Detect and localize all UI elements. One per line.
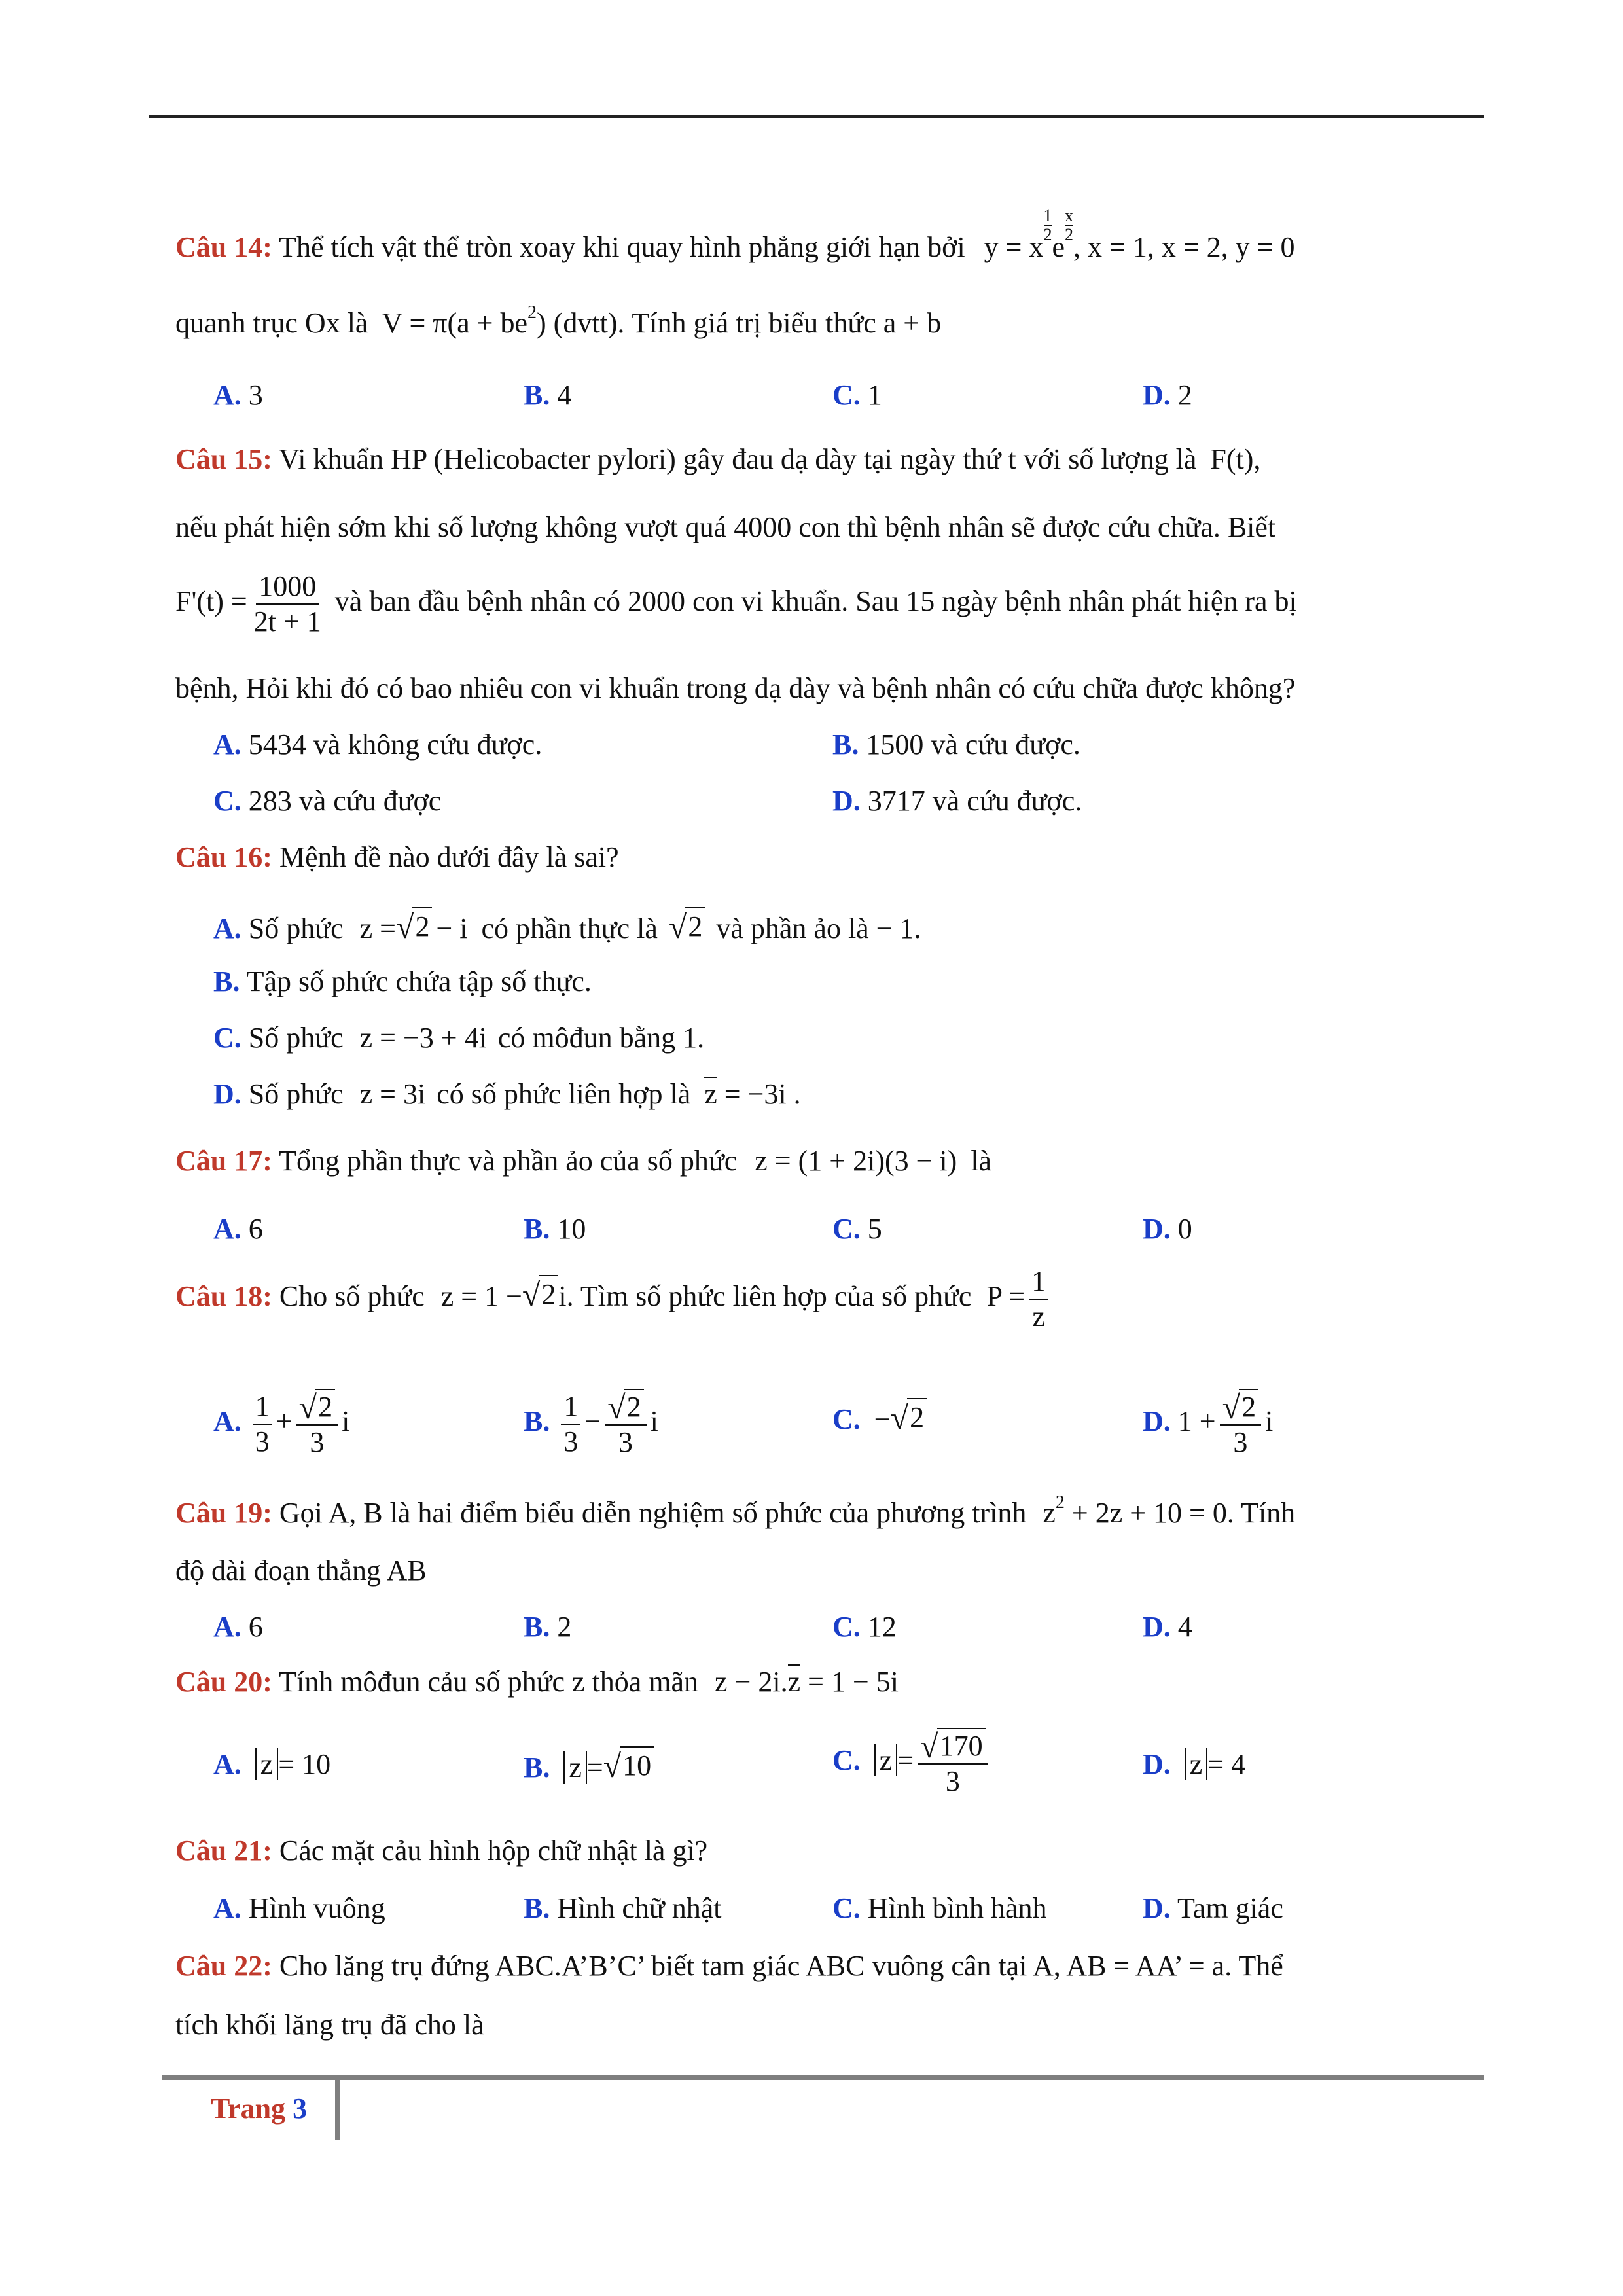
q17-option-c[interactable]: C. 5 <box>832 1213 882 1245</box>
question-18-number: Câu 18: <box>175 1280 272 1313</box>
question-21-number: Câu 21: <box>175 1835 272 1867</box>
q19-option-d[interactable]: D. 4 <box>1143 1611 1192 1643</box>
q15-option-b[interactable]: B. 1500 và cứu được. <box>832 728 1080 761</box>
question-14-number: Câu 14: <box>175 231 272 263</box>
question-14-text: Thể tích vật thể tròn xoay khi quay hình phẳng giới hạn bởi <box>279 231 965 263</box>
question-15-number: Câu 15: <box>175 443 272 475</box>
q20-option-b[interactable]: B. z = √ 10 <box>524 1746 654 1786</box>
q18-option-d[interactable]: D. 1 + √ 2 3 i <box>1143 1389 1274 1458</box>
q18-option-c[interactable]: C. − √ 2 <box>832 1398 927 1438</box>
question-15-line-4: bệnh, Hỏi khi đó có bao nhiêu con vi khuẩn trong dạ dày và bệnh nhân có cứu chữa được không? <box>175 672 1296 704</box>
question-20: Câu 20: Tính môđun cảu số phức z thỏa mãn z − 2i.z = 1 − 5i <box>175 1666 899 1698</box>
question-18: Câu 18: Cho số phức z = 1 − √ 2 i. Tìm số phức liên hợp của số phức P = $\frac{1}{z}$ <box>175 1265 1052 1334</box>
question-16-number: Câu 16: <box>175 841 272 873</box>
footer-divider <box>335 2079 340 2140</box>
q20-option-a[interactable]: A. z = 10 <box>213 1748 331 1780</box>
q18-option-a[interactable]: A. $\frac{1}{3}$ + √ 2 3 i <box>213 1389 350 1458</box>
q20-option-d[interactable]: D. z = 4 <box>1143 1748 1246 1780</box>
q16-option-a[interactable]: A. Số phức z = √ 2 − i có phần thực là √ 2 và phần ảo là − 1. <box>213 908 921 945</box>
question-15: Câu 15: Vi khuẩn HP (Helicobacter pylori) gây đau dạ dày tại ngày thứ t với số lượng là F(t), <box>175 443 1261 475</box>
q17-option-b[interactable]: B. 10 <box>524 1213 586 1245</box>
q21-option-d[interactable]: D. Tam giác <box>1143 1892 1283 1924</box>
footer-rule <box>162 2075 1484 2080</box>
q14-option-b[interactable]: B. 4 <box>524 379 572 411</box>
question-19: Câu 19: Gọi A, B là hai điểm biểu diễn nghiệm số phức của phương trình $z^2 + 2z + 10 = 0$. Tính <box>175 1492 1296 1529</box>
q14-option-a[interactable]: A. 3 <box>213 379 263 411</box>
question-17-number: Câu 17: <box>175 1145 272 1177</box>
question-14-line-2: quanh trục Ox là $V = \pi(a + be^2)$ (dvtt). Tính giá trị biểu thức a + b <box>175 302 942 339</box>
q15-option-d[interactable]: D. 3717 và cứu được. <box>832 785 1082 817</box>
question-22-number: Câu 22: <box>175 1950 272 1982</box>
q15-option-c[interactable]: C. 283 và cứu được <box>213 785 442 817</box>
question-19-line-2: độ dài đoạn thẳng AB <box>175 1554 427 1587</box>
page-number: Trang 3 <box>211 2092 308 2125</box>
question-19-number: Câu 19: <box>175 1497 272 1529</box>
q17-option-a[interactable]: A. 6 <box>213 1213 263 1245</box>
q17-option-d[interactable]: D. 0 <box>1143 1213 1192 1245</box>
q19-option-b[interactable]: B. 2 <box>524 1611 572 1643</box>
q14-formula: y = x $\frac{1}{2}$ e $\frac{x}{2}$ , x = 1, x = 2, y = 0 <box>984 206 1295 263</box>
question-16: Câu 16: Mệnh đề nào dưới đây là sai? <box>175 841 619 873</box>
q16-option-b[interactable]: B. Tập số phức chứa tập số thực. <box>213 965 592 997</box>
q18-option-b[interactable]: B. $\frac{1}{3}$ − √ 2 3 i <box>524 1389 658 1458</box>
q21-option-c[interactable]: C. Hình bình hành <box>832 1892 1047 1924</box>
q15-option-a[interactable]: A. 5434 và không cứu được. <box>213 728 543 761</box>
question-20-number: Câu 20: <box>175 1666 272 1698</box>
question-17: Câu 17: Tổng phần thực và phần ảo của số phức z = (1 + 2i)(3 − i) là <box>175 1145 992 1177</box>
q16-option-d[interactable]: D. Số phức z = 3i có số phức liên hợp là z = −3i . <box>213 1078 801 1110</box>
question-21: Câu 21: Các mặt cảu hình hộp chữ nhật là gì? <box>175 1835 708 1867</box>
q21-option-b[interactable]: B. Hình chữ nhật <box>524 1892 722 1924</box>
q19-option-c[interactable]: C. 12 <box>832 1611 897 1643</box>
question-22-line-2: tích khối lăng trụ đã cho là <box>175 2009 484 2041</box>
header-rule <box>149 115 1484 118</box>
q14-option-d[interactable]: D. 2 <box>1143 379 1192 411</box>
question-14 <box>175 206 1295 266</box>
q15-fraction: $\frac{1000}{2t + 1}$ <box>253 570 321 637</box>
q21-option-a[interactable]: A. Hình vuông <box>213 1892 385 1924</box>
q16-option-c[interactable]: C. Số phức z = −3 + 4i có môđun bằng 1. <box>213 1022 705 1054</box>
q19-option-a[interactable]: A. 6 <box>213 1611 263 1643</box>
question-15-line-2: nếu phát hiện sớm khi số lượng không vượt quá 4000 con thì bệnh nhân sẽ được cứu chữa. Biết <box>175 511 1276 543</box>
q14-option-c[interactable]: C. 1 <box>832 379 882 411</box>
question-15-line-3: F'(t) = $\frac{1000}{2t + 1}$ và ban đầu bệnh nhân có 2000 con vi khuẩn. Sau 15 ngày bệnh nhân phát hiện ra bị <box>175 570 1297 637</box>
q14-volume-formula: $V = \pi(a + be^2)$ (dvtt) <box>382 302 618 339</box>
q20-option-c[interactable]: C. z = √ 170 3 <box>832 1728 992 1799</box>
question-22: Câu 22: Cho lăng trụ đứng ABC.A’B’C’ biết tam giác ABC vuông cân tại A, AB = AA’ = a. Thể <box>175 1950 1283 1982</box>
